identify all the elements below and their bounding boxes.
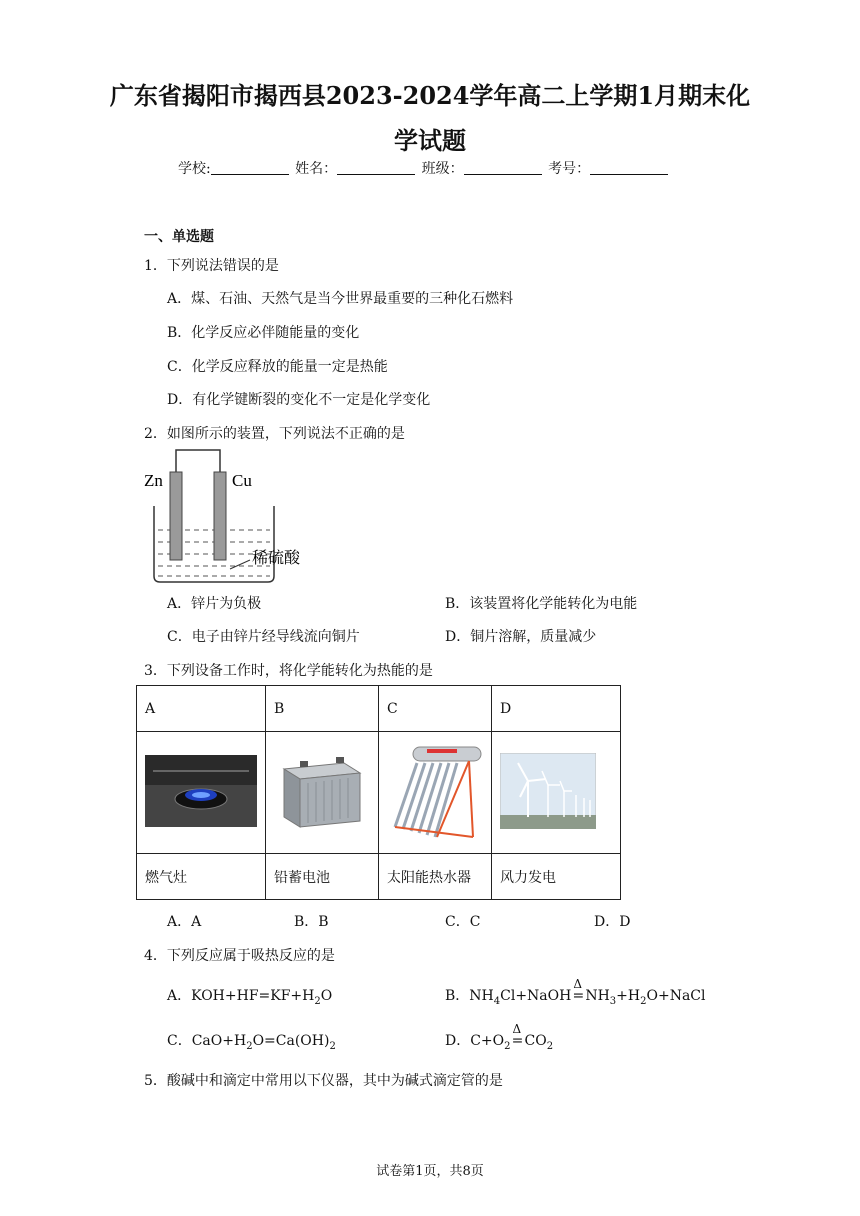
name-blank [337,160,415,175]
q4-d-eq: = [511,1033,524,1049]
q2-option-c: C．电子由锌片经导线流向铜片 [167,629,360,645]
q3-image-cell-c [379,732,492,854]
copper-electrode [214,472,226,560]
galvanic-cell-diagram [140,446,315,586]
q3-caption-c: 太阳能热水器 [379,854,492,900]
q4-b-mid1: Cl+NaOH [500,988,572,1004]
q2-option-d: D．铜片溶解，质量减少 [445,629,597,645]
q4-d-mid: CO [524,1033,547,1049]
q4-a-text: A．KOH+HF=KF+H [167,988,315,1004]
q4-b-sub3: 2 [640,995,647,1007]
q4-b-delta: Δ [573,977,582,991]
q4-b-heat-condition [571,977,585,1004]
q3-stem: 3．下列设备工作时，将化学能转化为热能的是 [144,663,433,679]
exam-title-line1: 广东省揭阳市揭西县2023-2024学年高二上学期1月期末化 [109,81,751,110]
wind-turbine-image [500,753,596,829]
q3-caption-a: 燃气灶 [137,854,266,900]
q3-option-b: B．B [294,914,329,930]
q4-c-mid: O=Ca(OH) [252,1033,330,1049]
section-heading: 一、单选题 [144,229,214,245]
exam-no-label: 考号： [548,161,591,177]
q4-d-heat-condition [511,1022,525,1049]
class-label: 班级： [421,161,464,177]
q3-option-c: C．C [445,914,481,930]
q4-b-mid3: +H [616,988,641,1004]
q4-b-eq: = [572,988,585,1004]
q4-d-sub2: 2 [546,1040,554,1052]
cu-label: Cu [232,471,252,490]
solar-water-heater-image [387,741,483,841]
q1-option-c: C．化学反应释放的能量一定是热能 [167,359,388,375]
page-footer: 试卷第1页，共8页 [376,1164,484,1179]
q4-b-suffix: O+NaCl [646,988,706,1004]
q4-option-d [445,1022,554,1052]
q4-option-c [167,1030,336,1052]
q3-header-c: C [379,686,492,732]
school-label: 学校: [178,161,211,177]
q3-image-cell-b [266,732,379,854]
q4-c-sub2: 2 [329,1040,336,1052]
student-info-line [178,158,670,178]
name-label: 姓名： [295,161,338,177]
q3-header-d: D [492,686,621,732]
q4-c-text: C．CaO+H [167,1033,247,1049]
q4-a-sub: 2 [314,995,321,1007]
q4-d-sub1: 2 [504,1040,511,1052]
gas-stove-image [145,755,257,827]
q3-table [136,685,621,900]
exam-title-line2: 学试题 [394,126,466,155]
q1-stem: 1．下列说法错误的是 [144,258,279,274]
q4-b-text: B．NH [445,988,494,1004]
q4-d-delta: Δ [512,1022,522,1036]
q3-image-cell-a [137,732,266,854]
q1-option-a: A．煤、石油、天然气是当今世界最重要的三种化石燃料 [167,291,514,307]
q3-caption-d: 风力发电 [492,854,621,900]
zinc-electrode [170,472,182,560]
q4-b-sub1: 4 [493,995,501,1007]
label-leader-line [230,560,250,569]
wire [176,450,220,476]
q3-header-b: B [266,686,379,732]
q1-option-b: B．化学反应必伴随能量的变化 [167,325,360,341]
school-blank [211,160,289,175]
q4-c-sub1: 2 [246,1040,253,1052]
exam-no-blank [590,160,668,175]
q3-option-a: A．A [167,914,202,930]
q4-d-text: D．C+O [445,1033,505,1049]
lead-battery-image [274,751,366,831]
class-blank [464,160,542,175]
q3-caption-b: 铅蓄电池 [266,854,379,900]
acid-label: 稀硫酸 [252,548,301,567]
q4-option-b [445,977,706,1007]
q4-option-a [167,985,332,1007]
q5-stem: 5．酸碱中和滴定中常用以下仪器，其中为碱式滴定管的是 [144,1073,503,1089]
q4-b-mid2: NH [585,988,610,1004]
q2-option-b: B．该装置将化学能转化为电能 [445,596,638,612]
q4-a-suffix: O [320,988,333,1004]
q1-option-d: D．有化学键断裂的变化不一定是化学变化 [167,392,431,408]
zn-label: Zn [144,471,163,490]
q3-header-a: A [137,686,266,732]
q3-option-d: D．D [594,914,631,930]
q4-b-sub2: 3 [609,995,617,1007]
q2-option-a: A．锌片为负极 [167,596,262,612]
q2-stem: 2．如图所示的装置，下列说法不正确的是 [144,426,405,442]
q4-stem: 4．下列反应属于吸热反应的是 [144,948,335,964]
q3-image-cell-d [492,732,621,854]
